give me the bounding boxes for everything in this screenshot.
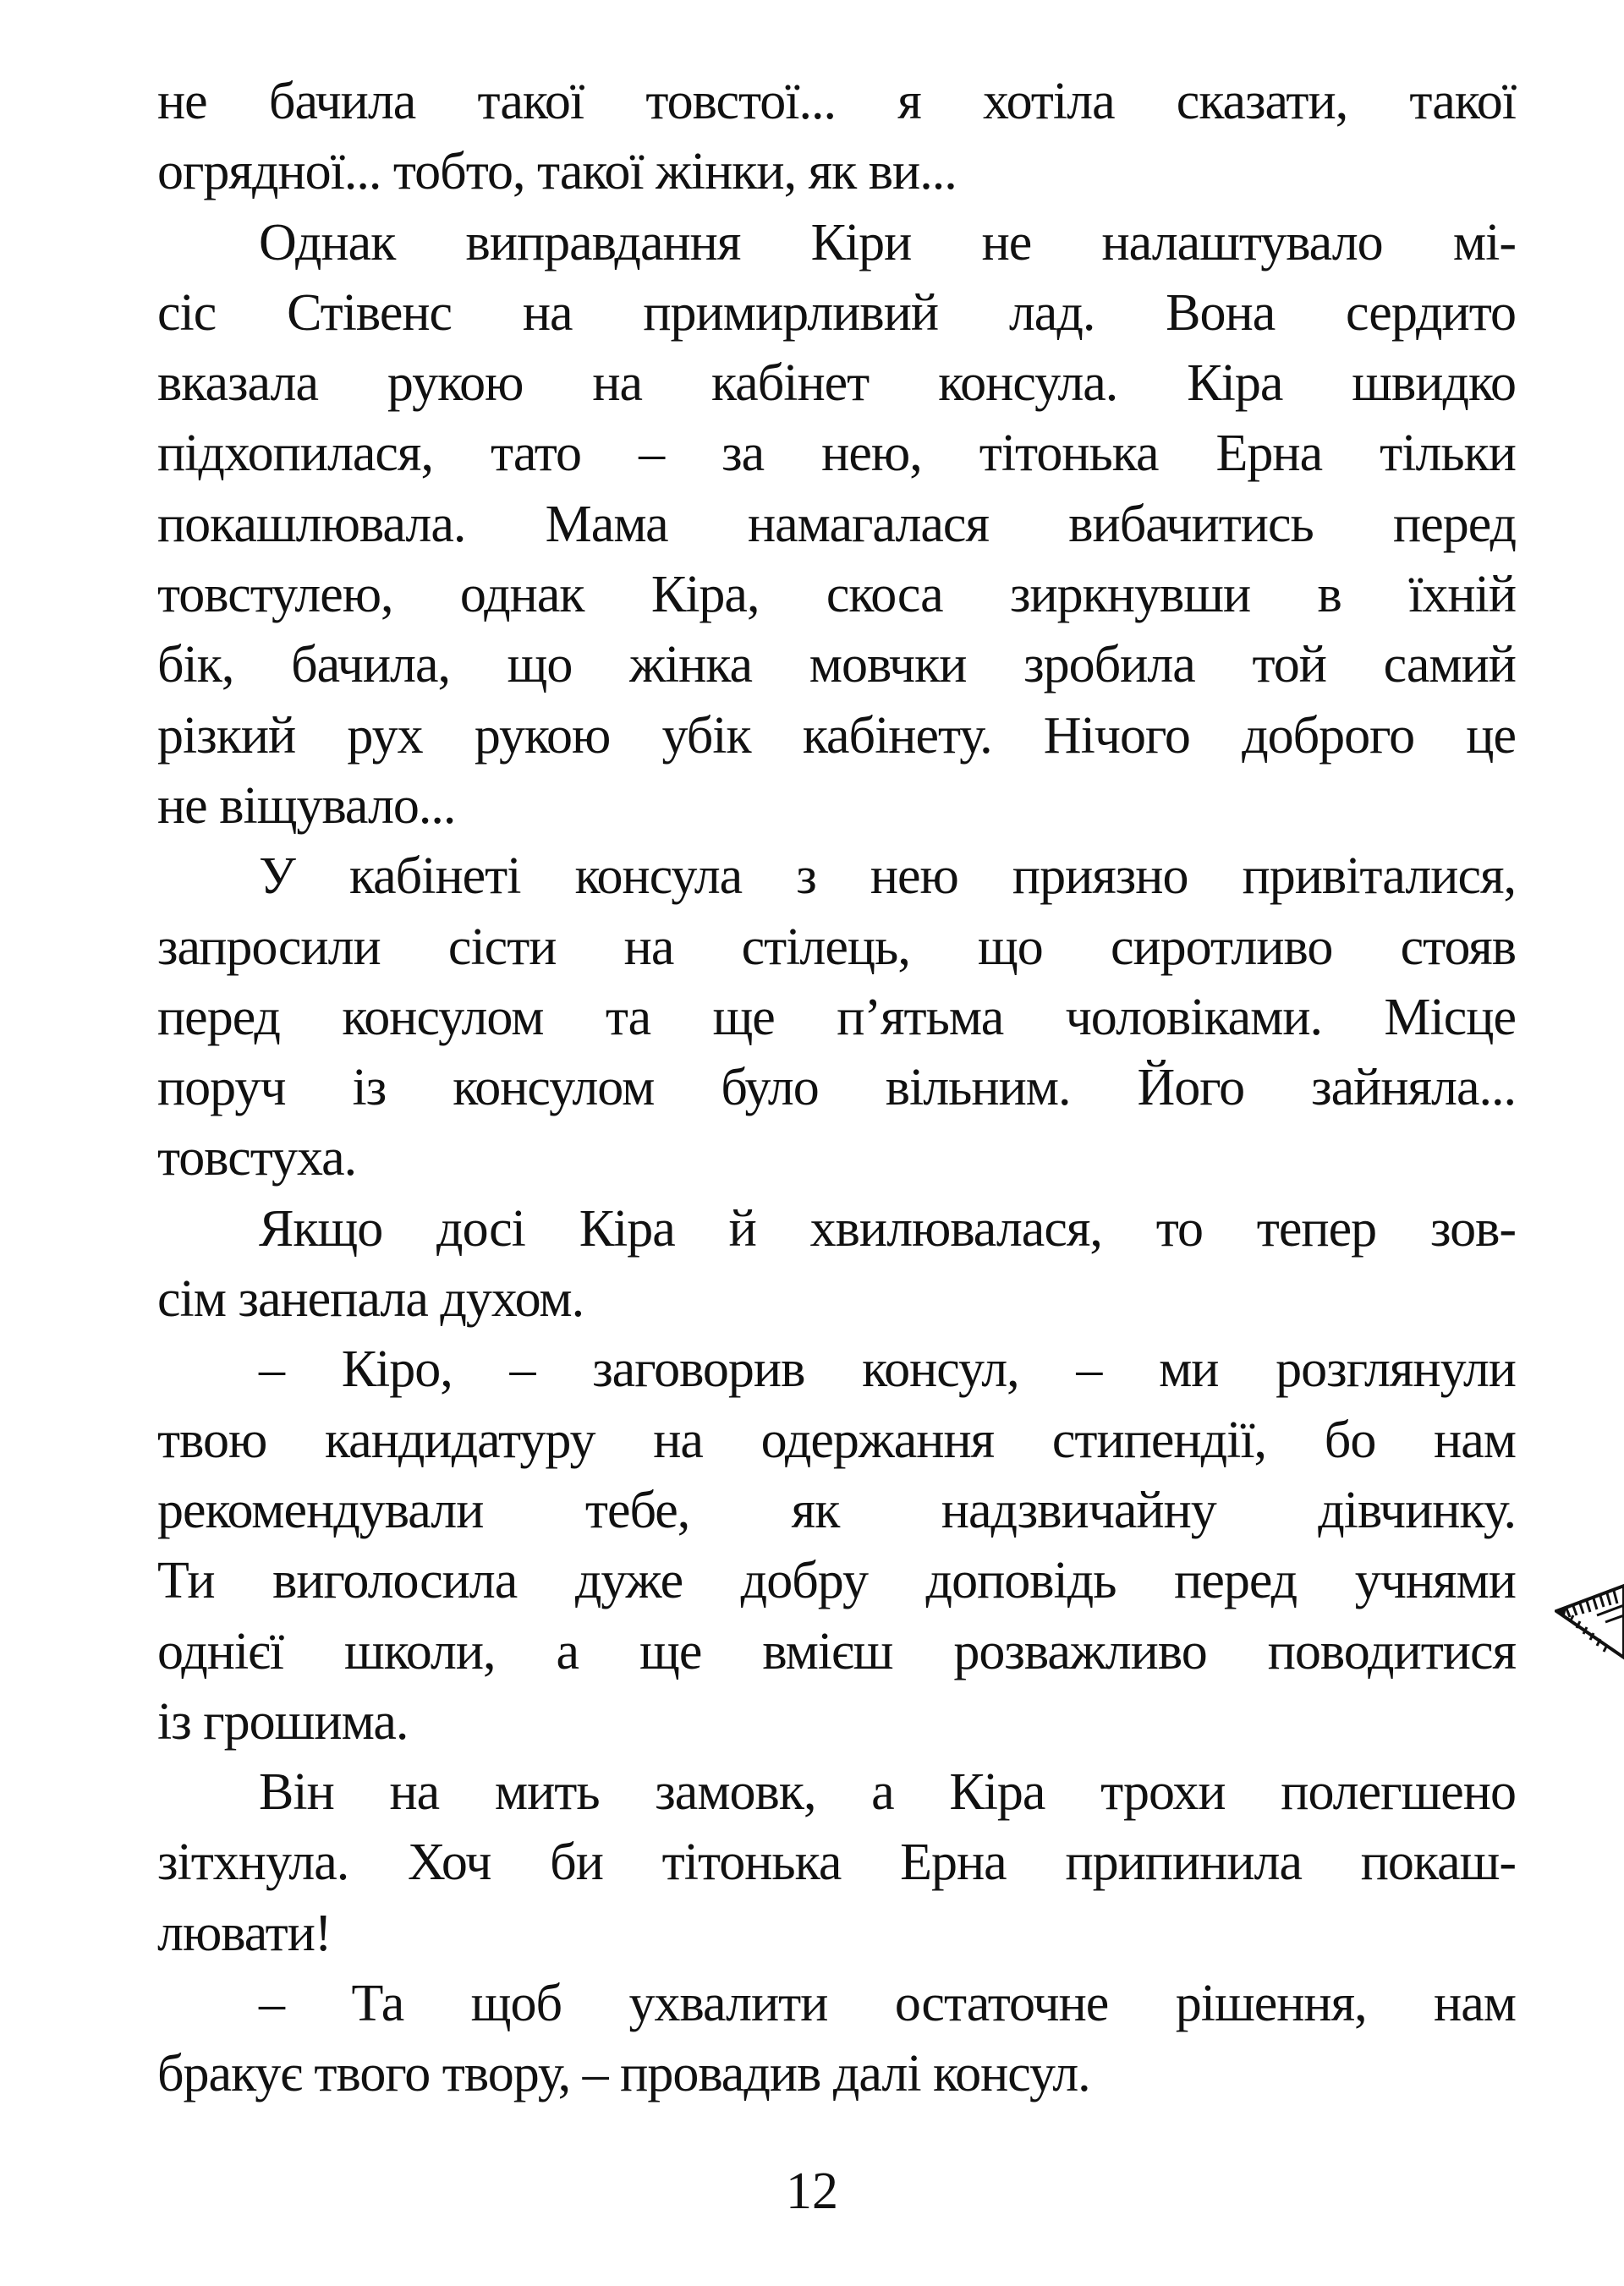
text-line: твою кандидатуру на одержання стипендії, бо нам (157, 1411, 1516, 1469)
text-line: зітхнула. Хоч би тітонька Ерна припинила покаш- (157, 1834, 1516, 1892)
text-line: не віщувало... (157, 776, 456, 835)
text-line: Ти виголосила дуже добру доповідь перед учнями (157, 1552, 1516, 1610)
page-number: 12 (786, 2163, 838, 2220)
text-line: бік, бачила, що жінка мовчки зробила той самий (157, 636, 1516, 694)
text-line: У кабінеті консула з нею приязно привіталися, (259, 847, 1516, 906)
text-line: товстулею, однак Кіра, скоса зиркнувши в їхній (157, 566, 1516, 624)
text-line: Він на мить замовк, а Кіра трохи полегшено (259, 1763, 1516, 1822)
text-line: – Та щоб ухвалити остаточне рішення, нам (259, 1975, 1516, 2033)
text-line: лювати! (157, 1904, 332, 1962)
body-text (157, 67, 1516, 2110)
text-line: перед консулом та ще п’ятьма чоловіками. Місце (157, 988, 1516, 1046)
text-line: бракує твого твору, – провадив далі консул. (157, 2045, 1090, 2103)
text-line: покашлювала. Мама намагалася вибачитись перед (157, 495, 1516, 553)
text-line: однієї школи, а ще вмієш розважливо поводитися (157, 1622, 1516, 1680)
text-line: рекомендували тебе, як надзвичайну дівчинку. (157, 1481, 1516, 1539)
text-line: сім занепала духом. (157, 1270, 584, 1329)
text-line: вказала рукою на кабінет консула. Кіра швидко (157, 354, 1516, 413)
text-line: різкий рух рукою убік кабінету. Нічого доброго це (157, 706, 1516, 765)
text-line: Однак виправдання Кіри не налаштувало мі- (259, 213, 1516, 271)
text-line: запросили сісти на стілець, що сиротливо стояв (157, 918, 1516, 976)
text-line: сіс Стівенс на примирливий лад. Вона сердито (157, 283, 1516, 342)
text-line: із грошима. (157, 1692, 409, 1751)
text-line: підхопилася, тато – за нею, тітонька Ерна тільки (157, 425, 1516, 483)
text-line: Якщо досі Кіра й хвилювалася, то тепер зов- (259, 1199, 1516, 1258)
text-line: – Кіро, – заговорив консул, – ми розглянули (259, 1340, 1516, 1399)
text-line: не бачила такої товстої... я хотіла сказати, такої (157, 73, 1516, 130)
book-illustration-icon (1555, 1582, 1624, 1670)
text-line: огрядної... тобто, такої жінки, як ви... (157, 143, 957, 201)
text-line: товстуха. (157, 1129, 357, 1187)
text-line: поруч із консулом було вільним. Його зайняла... (157, 1059, 1516, 1117)
